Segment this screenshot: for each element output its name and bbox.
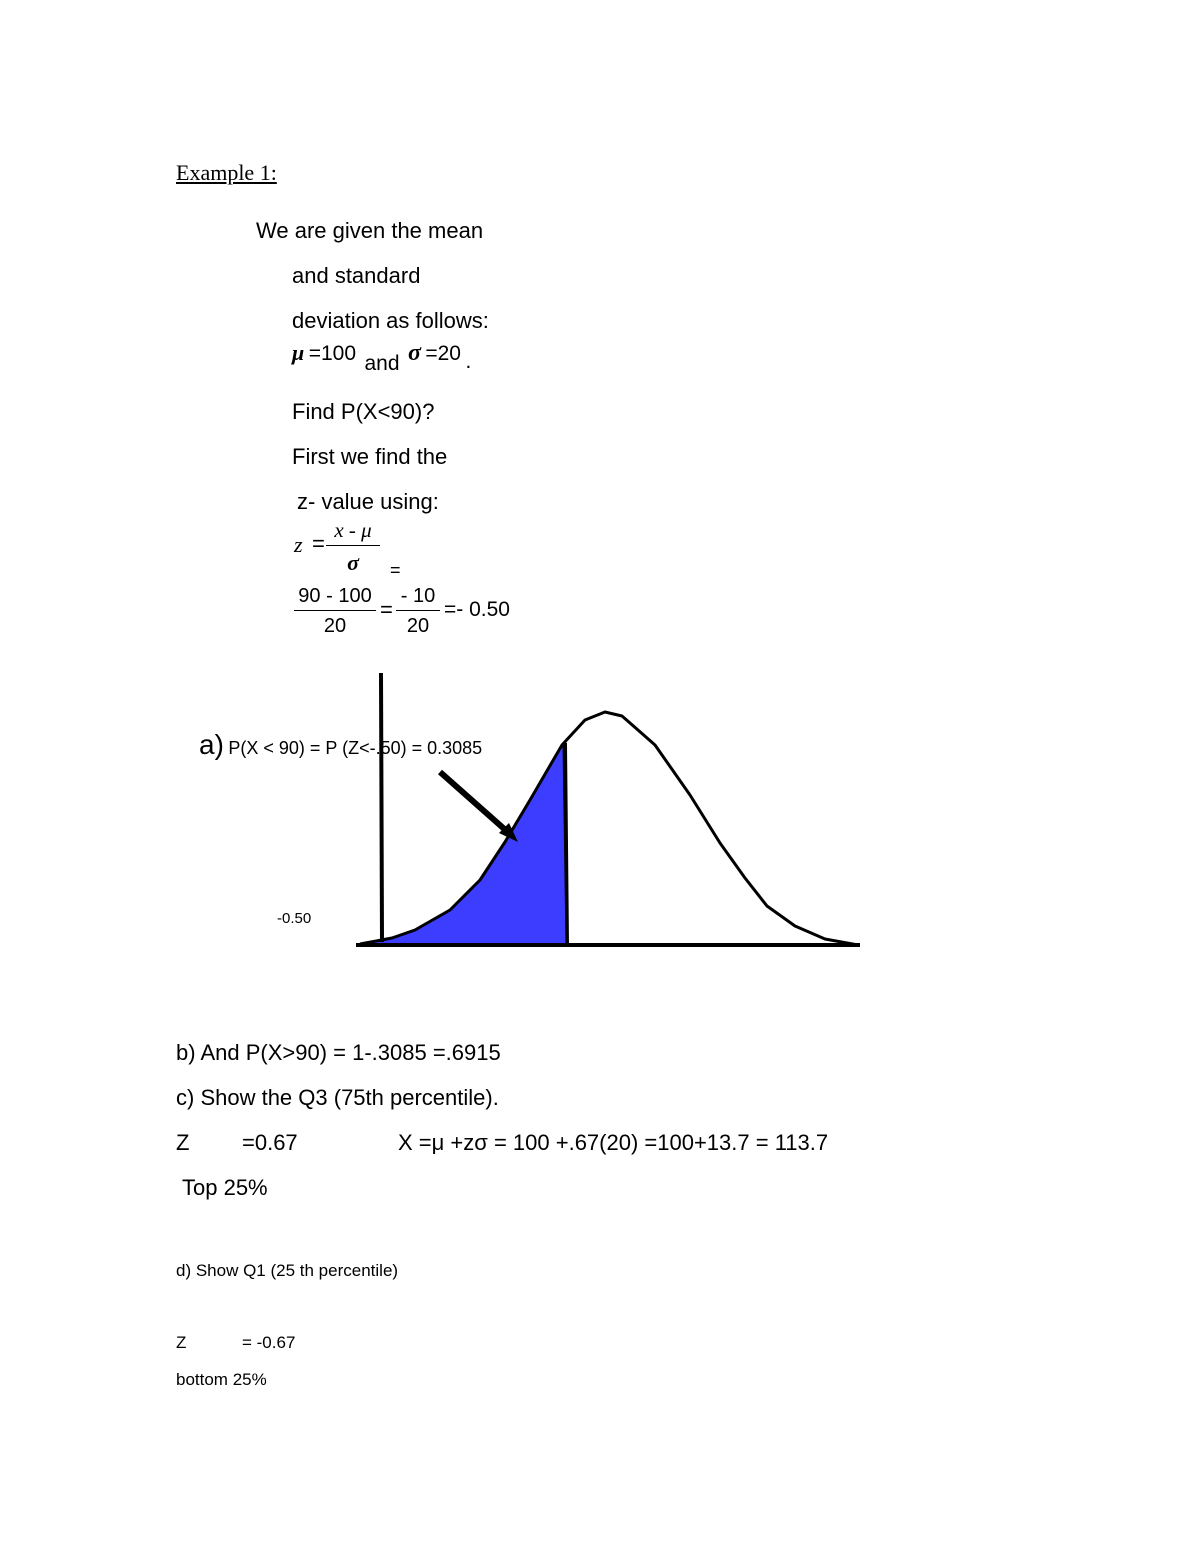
zvalue-line: z- value using: (297, 489, 439, 514)
part-d-bottom: bottom 25% (176, 1370, 267, 1389)
part-d-z-value: = -0.67 (242, 1333, 296, 1352)
sigma-value: =20 (425, 342, 461, 365)
calc-frac1-den: 20 (323, 615, 347, 637)
vertical-axis (381, 673, 382, 942)
part-d: d) Show Q1 (25 th percentile) (176, 1261, 399, 1280)
part-b: b) And P(X>90) = 1-.3085 =.6915 (176, 1040, 501, 1065)
calc-frac1-num: 90 - 100 (294, 585, 376, 611)
calc-result: =- 0.50 (444, 598, 510, 621)
part-c-top: Top 25% (182, 1175, 268, 1200)
graph-label-letter: a) (199, 729, 224, 760)
z-trailing-equals: = (390, 560, 401, 580)
z-tick-label: -0.50 (277, 910, 312, 927)
pointer-arrow-shaft (440, 772, 510, 834)
part-c-x-formula: X =μ +zσ = 100 +.67(20) =100+13.7 = 113.7 (398, 1130, 829, 1155)
z-denominator: σ (347, 550, 359, 575)
calc-equals-1: = (380, 597, 393, 622)
part-c-z-label: Z (176, 1130, 190, 1155)
find-question: Find P(X<90)? (292, 399, 435, 424)
part-c: c) Show the Q3 (75th percentile). (176, 1085, 499, 1110)
mu-symbol: μ (292, 340, 305, 365)
sigma-symbol: σ (407, 340, 421, 366)
intro-line-2: and standard (292, 263, 421, 288)
z-numerator: x - μ (326, 518, 380, 546)
z-equals: = (312, 531, 325, 556)
part-d-z-label: Z (176, 1333, 187, 1352)
intro-line-3: deviation as follows: (292, 308, 489, 333)
example-heading: Example 1: (176, 160, 277, 185)
part-c-z-value: =0.67 (242, 1130, 298, 1155)
shaded-area (360, 744, 568, 945)
z-symbol: z (294, 532, 303, 557)
calc-frac2-num: - 10 (396, 585, 440, 611)
calc-frac2-den: 20 (406, 615, 430, 637)
first-line: First we find the (292, 444, 448, 469)
intro-line-1: We are given the mean (256, 218, 484, 243)
and-word: and (364, 352, 400, 375)
mu-value: =100 (308, 342, 357, 365)
period: . (465, 350, 472, 373)
graph-label-text: P(X < 90) = P (Z<-.50) = 0.3085 (228, 738, 483, 758)
graph-label (199, 729, 482, 761)
